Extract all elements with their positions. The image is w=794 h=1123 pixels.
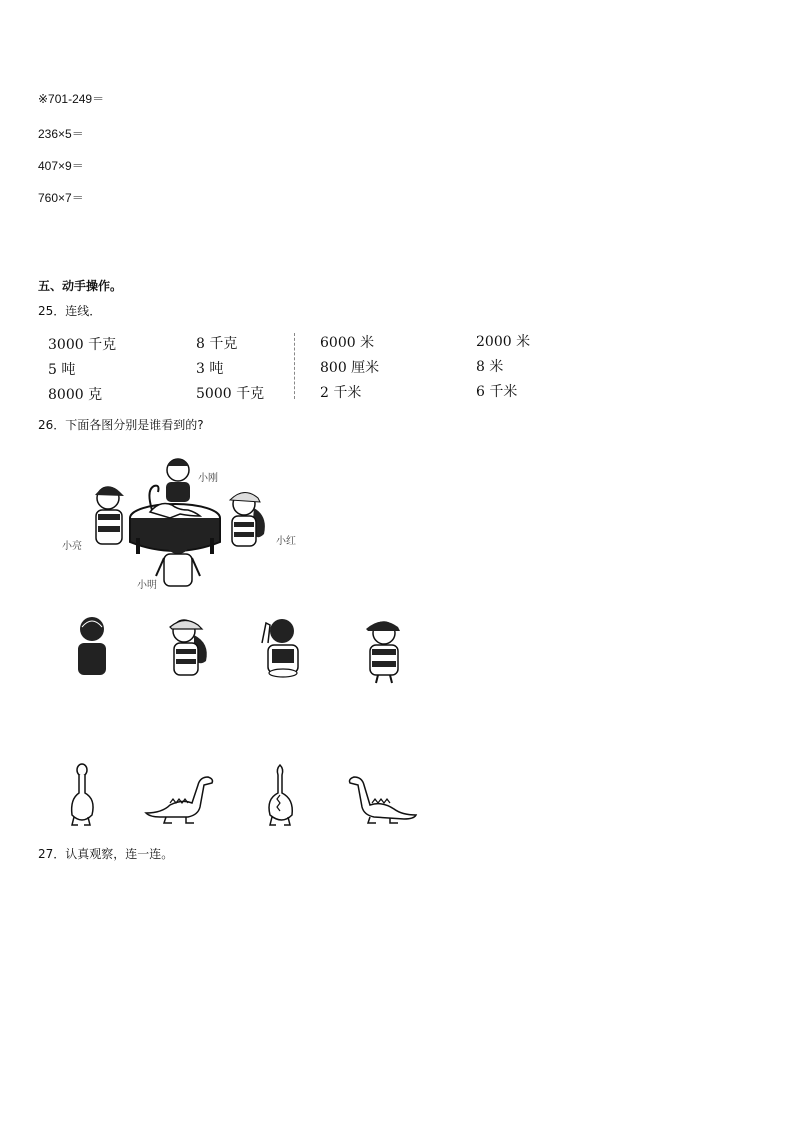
match-item[interactable]: 6000 米 [320,335,375,351]
name-label: 小明 [137,580,157,591]
match-item[interactable]: 2 千米 [320,385,362,401]
name-label: 小亮 [62,541,82,552]
question-26-prompt: 26．下面各图分别是谁看到的? [38,418,204,432]
match-item[interactable]: 8 千克 [196,336,238,352]
child-view-back[interactable] [72,615,112,677]
match-item[interactable]: 800 厘米 [320,360,380,376]
name-label: 小刚 [198,473,218,484]
calc-1: ※701-249＝ [38,92,105,106]
match-item[interactable]: 3000 千克 [48,337,117,353]
scene-illustration [60,450,320,600]
dinosaur-view-side-left[interactable] [344,773,420,825]
name-label: 小红 [276,536,296,547]
match-item[interactable]: 6 千米 [476,384,518,400]
child-view-waving[interactable] [256,613,304,679]
dinosaur-view-back[interactable] [262,763,298,829]
match-item[interactable]: 5 吨 [48,362,76,378]
match-item[interactable]: 8 米 [476,359,504,375]
dinosaur-view-side-right[interactable] [142,773,220,825]
calc-3: 407×9＝ [38,159,84,173]
match-item[interactable]: 5000 千克 [196,386,265,402]
section-title: 五、动手操作。 [38,279,123,293]
child-view-cap-side[interactable] [162,615,214,677]
calc-2: 236×5＝ [38,127,84,141]
match-item[interactable]: 3 吨 [196,361,224,377]
column-divider [294,333,295,399]
child-view-cap-front[interactable] [360,615,408,685]
match-item[interactable]: 8000 克 [48,387,103,403]
match-item[interactable]: 2000 米 [476,334,531,350]
question-25-prompt: 25．连线． [38,304,102,318]
calc-4: 760×7＝ [38,191,84,205]
dinosaur-view-front[interactable] [66,763,100,829]
question-27-prompt: 27．认真观察，连一连。 [38,847,174,861]
